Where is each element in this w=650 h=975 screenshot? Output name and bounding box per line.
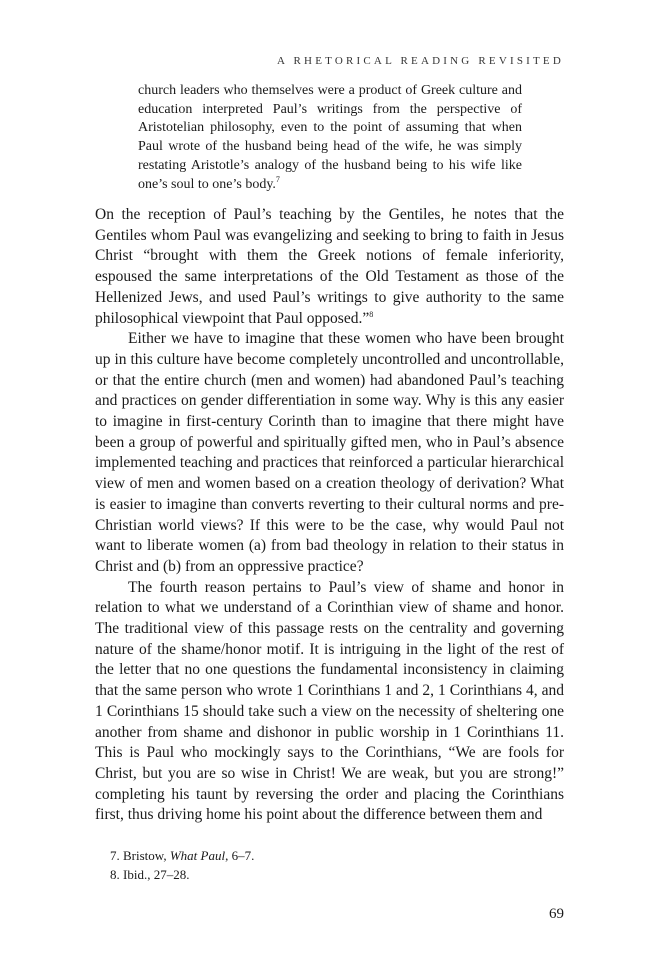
footnote-7-number: 7.: [110, 848, 120, 863]
paragraph-3: The fourth reason pertains to Paul’s view of shame and honor in relation to what we understand of a Corinthian view of shame and honor. The traditional view of this passage rests on the centrality and governing nature of the shame/honor motif. It is intriguing in the light of the rest of the letter that no one questions the fundamental inconsistency in claiming that the same person who wrote 1 Corinthians 1 and 2, 1 Corinthians 4, and 1 Corinthians 15 should take such a view on the necessity of sheltering one another from shame and dishonor in public worship in 1 Corinthians 11. This is Paul who mockingly says to the Corinthians, “We are fools for Christ, but you are so wise in Christ! We are weak, but you are strong!” completing his taunt by reversing the order and placing the Corinthians first, thus driving home his point about the difference between them and: [95, 578, 564, 824]
footnote-7: [110, 846, 254, 865]
block-quote: [138, 82, 522, 194]
block-quote-text: church leaders who themselves were a product of Greek culture and education interpreted Paul’s writings from the perspective of Aristotelian philosophy, even to the point of assuming that when Paul wrote of the husband being head of the wife, he was simply restating Aristotle’s analogy of the husband being to his wife like one’s soul to one’s body.: [138, 83, 522, 192]
footnote-8: [110, 865, 254, 884]
paragraph-2: Either we have to imagine that these women who have been brought up in this culture have become completely uncontrolled and uncontrollable, or that the entire church (men and women) had abandoned Paul’s teaching and practices on gender differentiation in some way. Why is this any easier to imagine in first-century Corinth than to imagine that there might have been a group of powerful and spiritually gifted men, who in Paul’s absence implemented teaching and practices that reinforced a particular hierarchical view of men and women based on a creation theology of derivation? What is easier to imagine than converts reverting to their cultural norms and pre-Christian world views? If this were to be the case, why would Paul not want to liberate women (a) from bad theology in relation to their status in Christ and (b) from an oppressive practice?: [95, 330, 564, 575]
body-text: [95, 205, 564, 826]
running-head: A RHETORICAL READING REVISITED: [277, 55, 564, 67]
footnotes: [110, 846, 254, 884]
footnote-7-text-before: Bristow,: [123, 848, 170, 863]
footnote-8-number: 8.: [110, 867, 120, 882]
footnote-8-text: Ibid., 27–28.: [123, 867, 190, 882]
footnote-7-text-after: , 6–7.: [225, 848, 255, 863]
footnote-ref-7[interactable]: 7: [275, 174, 280, 184]
page-number: 69: [549, 906, 564, 922]
footnote-ref-8[interactable]: 8: [369, 309, 374, 319]
paragraph-1: [95, 205, 564, 329]
footnote-7-title: What Paul: [169, 848, 226, 863]
paragraph-1-text: On the reception of Paul’s teaching by the Gentiles, he notes that the Gentiles whom Paul was evangelizing and seeking to bring to faith in Jesus Christ “brought with them the Greek notions of female inferiority, espoused the same interpretations of the Old Testament as those of the Hellenized Jews, and used Paul’s writings to give authority to the same philosophical viewpoint that Paul opposed.”: [95, 206, 564, 327]
